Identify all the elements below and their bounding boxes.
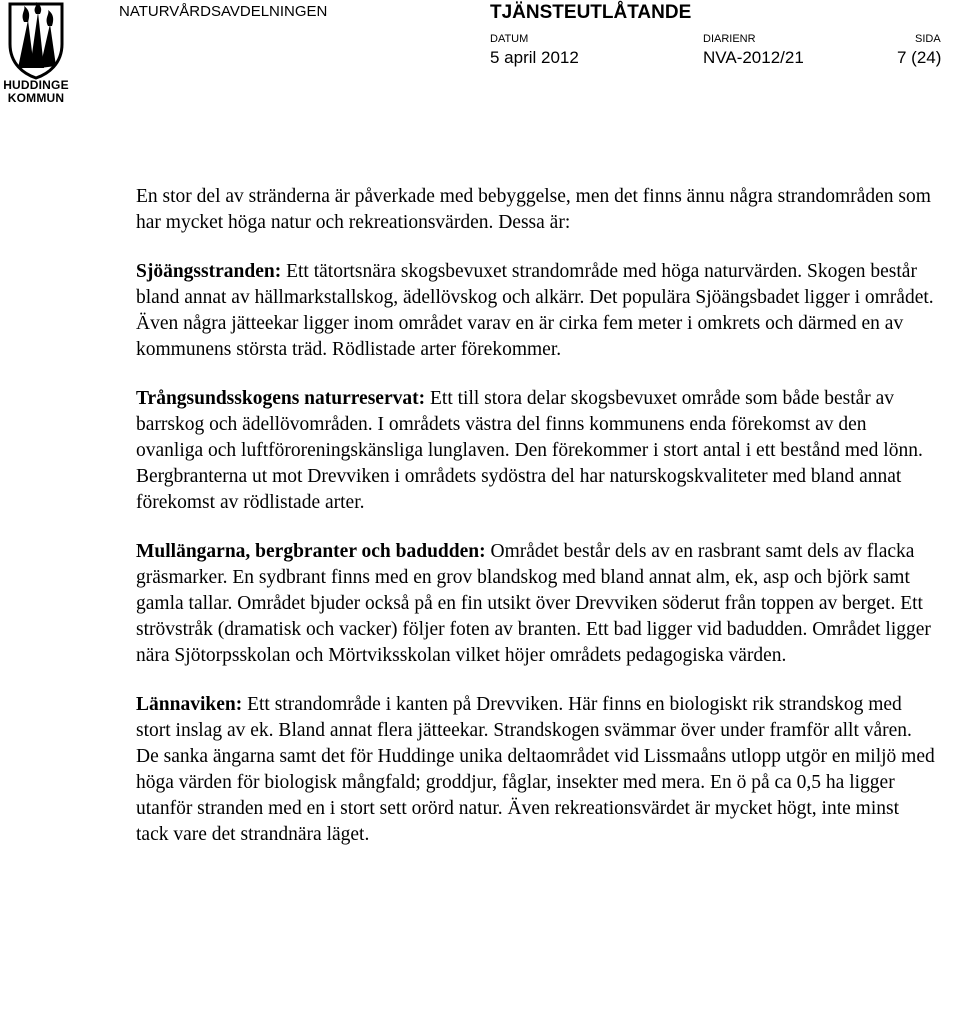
section-text: Ett tätortsnära skogsbevuxet strandområde med höga naturvärden. Skogen består bland annat av hällmarkstallskog, ädellövskog och alkärr. Det populära Sjöängsbadet ligger i området. Även några jätteekar ligger inom området varav en är cirka fem meter i omkrets och därmed en av kommunens största träd. Rödlistade arter förekommer. (136, 261, 934, 360)
section-title: Mullängarna, bergbranter och badudden: (136, 541, 486, 562)
document-type: TJÄNSTEUTLÅTANDE (490, 2, 692, 23)
diary-number-label: DIARIENR (703, 33, 756, 45)
page-number: 7 (24) (897, 48, 942, 67)
logo-text-line-2: KOMMUN (7, 91, 65, 105)
section-title: Sjöängsstranden: (136, 261, 282, 282)
diary-number-value: NVA-2012/21 (703, 48, 804, 67)
section-paragraph (136, 386, 936, 516)
section-title: Trångsundsskogens naturreservat: (136, 388, 426, 409)
coat-of-arms-icon (0, 0, 72, 80)
date-label: DATUM (490, 33, 529, 45)
date-value: 5 april 2012 (490, 48, 579, 67)
section-title: Lännaviken: (136, 694, 243, 715)
section-text: Området består dels av en rasbrant samt dels av flacka gräsmarker. En sydbrant finns med en grov blandskog med bland annat alm, ek, asp och björk samt gamla tallar. Området bjuder också på en fin utsikt över Drevviken söderut från toppen av berget. Ett strövstråk (dramatisk och vacker) följer foten av branten. Ett bad ligger vid badudden. Området ligger nära Sjötorpsskolan och Mörtviksskolan vilket höjer områdets pedagogiska värden. (136, 541, 931, 666)
intro-paragraph: En stor del av stränderna är påverkade med bebyggelse, men det finns ännu några strandområden som har mycket höga natur och rekreationsvärden. Dessa är: (136, 186, 931, 233)
page-label: SIDA (915, 33, 941, 45)
municipality-logo (0, 0, 72, 108)
department-name: NATURVÅRDSAVDELNINGEN (119, 3, 328, 20)
section-paragraph (136, 259, 936, 363)
logo-text-line-1: HUDDINGE (3, 78, 69, 92)
section-text: Ett till stora delar skogsbevuxet område som både består av barrskog och ädellövområden. I områdets västra del finns kommunens enda förekomst av den ovanliga och luftföroreningskänsliga lunglaven. Den förekommer i stort antal i ett bestånd med lönn. Bergbranterna ut mot Drevviken i områdets sydöstra del har naturskogskvaliteter med bland annat förekomst av rödlistade arter. (136, 388, 923, 513)
section-text: Ett strandområde i kanten på Drevviken. Här finns en biologiskt rik strandskog med stort inslag av ek. Bland annat flera jätteekar. Strandskogen svämmar över under framför allt våren. De sanka ängarna samt det för Huddinge unika deltaområdet vid Lissmaåns utlopp utgör en miljö med höga värden för biologisk mångfald; groddjur, fåglar, insekter med mera. En ö på ca 0,5 ha ligger utanför stranden med en i stort sett orörd natur. Även rekreationsvärdet är mycket högt, inte minst tack vare det strandnära läget. (136, 694, 935, 845)
document-body (136, 184, 936, 871)
section-paragraph (136, 539, 936, 669)
section-paragraph (136, 692, 936, 848)
